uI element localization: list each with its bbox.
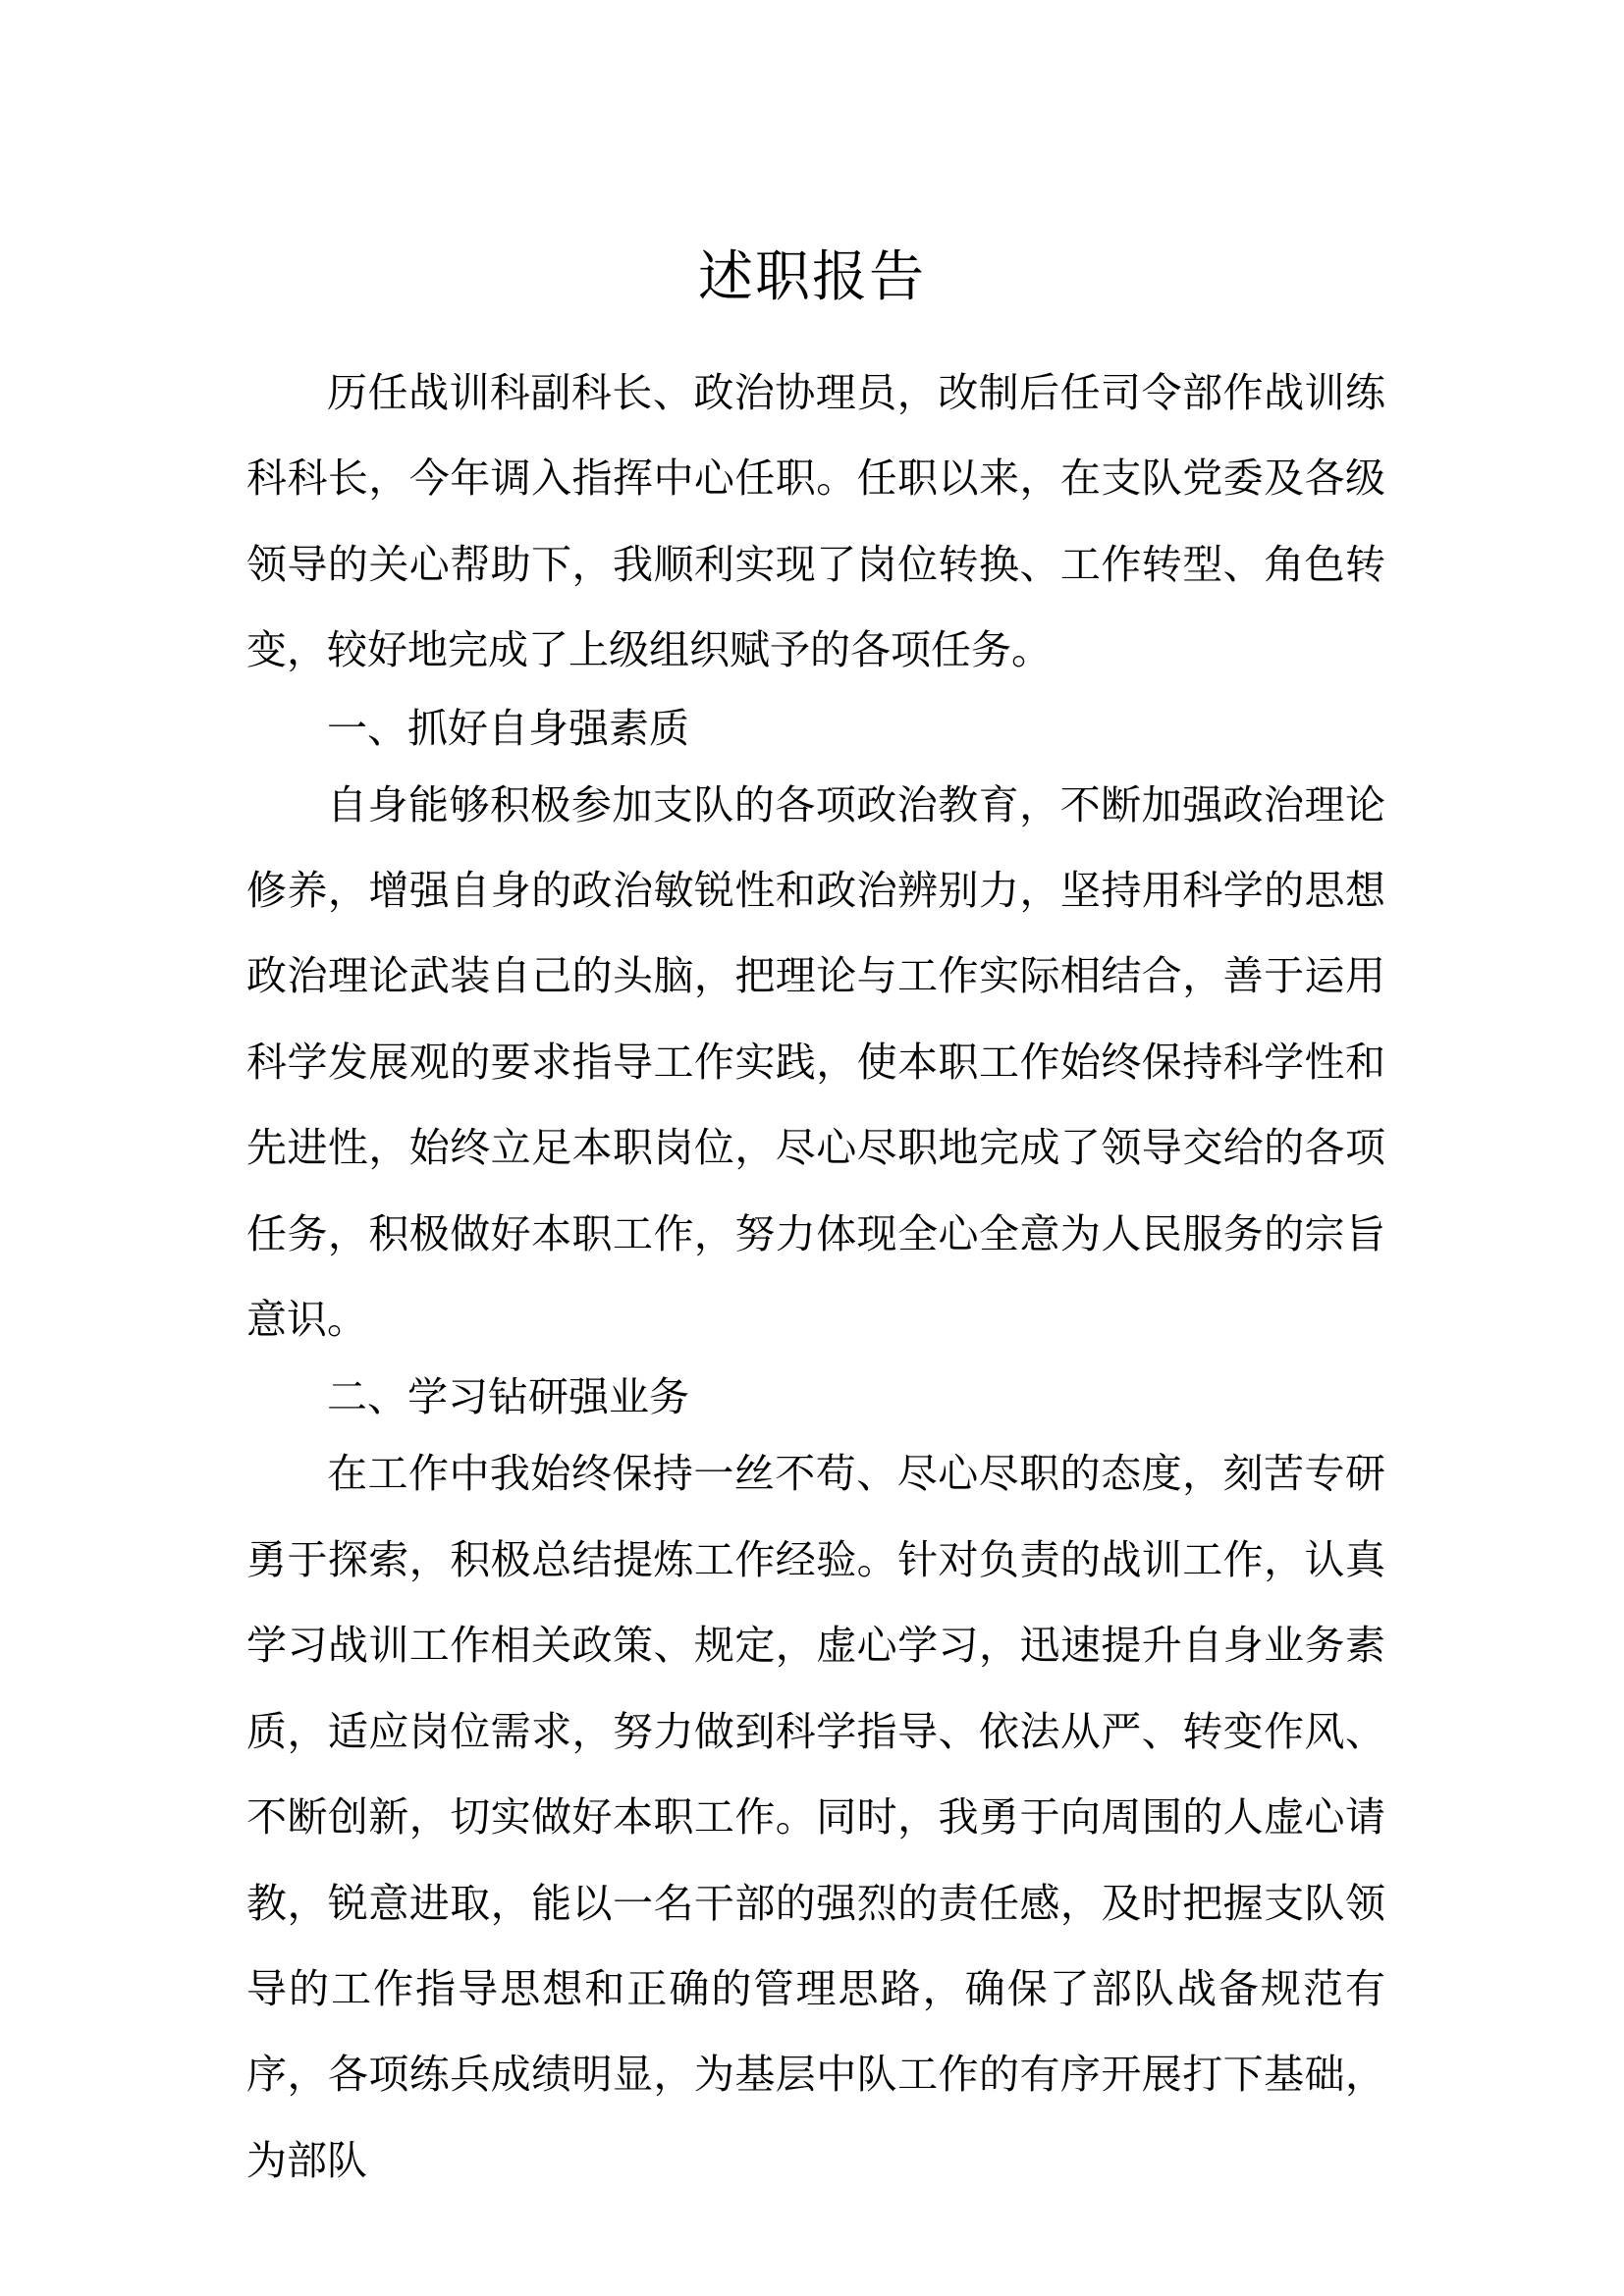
intro-paragraph: 历任战训科副科长、政治协理员，改制后任司令部作战训练科科长，今年调入指挥中心任职。任职以来，在支队党委及各级领导的关心帮助下，我顺利实现了岗位转换、工作转型、角色转变，较好地完成了上级组织赋予的各项任务。 <box>246 369 1385 674</box>
document-title: 述职报告 <box>698 245 926 309</box>
section-paragraph-2: 在工作中我始终保持一丝不苟、尽心尽职的态度，刻苦专研勇于探索，积极总结提炼工作经验。针对负责的战训工作，认真学习战训工作相关政策、规定，虚心学习，迅速提升自身业务素质，适应岗位需求，努力做到科学指导、依法从严、转变作风、不断创新，切实做好本职工作。同时，我勇于向周围的人虚心请教，锐意进取，能以一名干部的强烈的责任感，及时把握支队领导的工作指导思想和正确的管理思路，确保了部队战备规范有序，各项练兵成绩明显，为基层中队工作的有序开展打下基础，为部队 <box>246 1450 1385 2184</box>
section-paragraph-1: 自身能够积极参加支队的各项政治教育，不断加强政治理论修养，增强自身的政治敏锐性和政治辨别力，坚持用科学的思想政治理论武装自己的头脑，把理论与工作实际相结合，善于运用科学发展观的要求指导工作实践，使本职工作始终保持科学性和先进性，始终立足本职岗位，尽心尽职地完成了领导交给的各项任务，积极做好本职工作，努力体现全心全意为人民服务的宗旨意识。 <box>246 780 1385 1344</box>
section-heading-2: 二、学习钻研强业务 <box>327 1373 689 1421</box>
section-heading-1: 一、抓好自身强素质 <box>327 704 689 752</box>
document-body <box>246 350 1385 2204</box>
